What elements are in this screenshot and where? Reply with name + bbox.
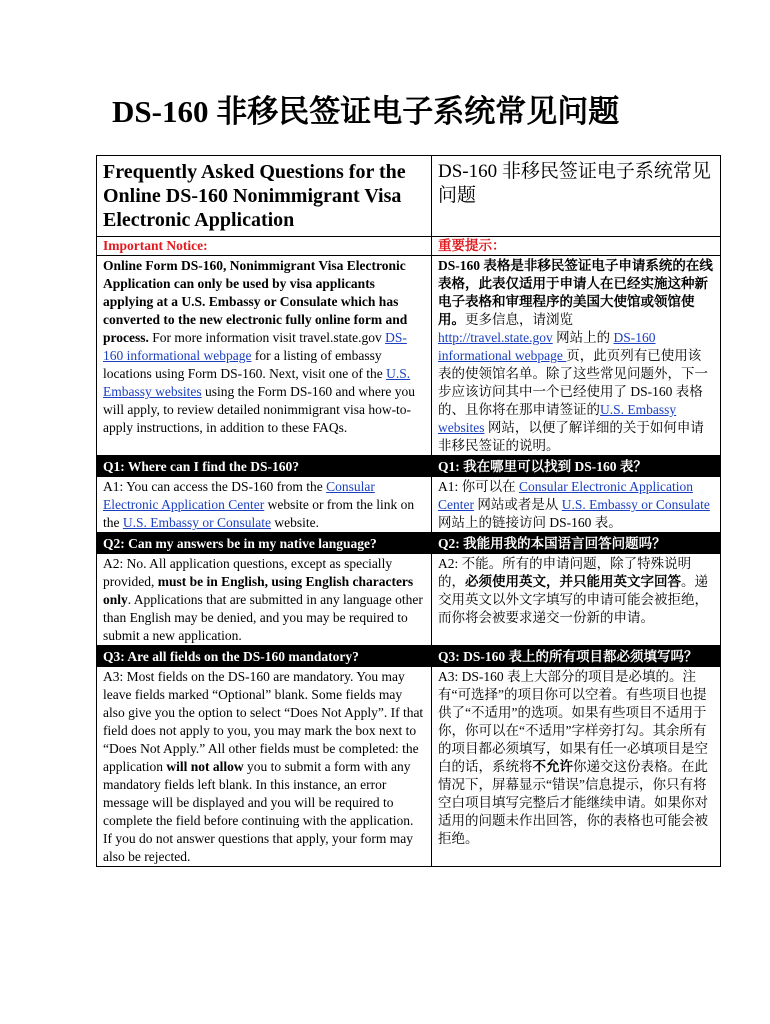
answer-text: 你递交这份表格。在此情况下，屏幕显示“错误”信息提示，你只有将空白项目填写完整后才能继续申请。如果你对适用的问题未作出回答，你的表格也可能会被拒绝。 — [438, 759, 708, 846]
question-2-zh: Q2: 我能用我的本国语言回答问题吗？ — [432, 533, 721, 554]
answer-3-en — [97, 667, 432, 867]
ceac-link[interactable]: Consular Electronic Application Center — [103, 479, 375, 512]
answer-bold: 不允许 — [532, 759, 573, 774]
answer-3-zh — [432, 667, 721, 867]
embassy-consulate-link-zh[interactable]: U.S. Embassy or Consulate — [561, 497, 710, 512]
answer-text: A1: You can access the DS-160 from the — [103, 479, 327, 494]
ceac-link-zh[interactable]: Consular Electronic Application Center — [438, 479, 693, 512]
embassy-websites-link-zh[interactable]: U.S. Embassy websites — [438, 402, 677, 435]
answer-row-3 — [97, 667, 721, 867]
travel-state-gov-link[interactable]: http://travel.state.gov — [438, 330, 553, 345]
answer-text: A1: 你可以在 — [438, 479, 519, 494]
faq-table — [96, 155, 721, 867]
answer-text: website. — [271, 515, 319, 530]
answer-1-zh — [432, 477, 721, 533]
answer-row-2 — [97, 554, 721, 646]
notice-text: 网站上的 — [552, 330, 614, 345]
answer-bold: 必须使用英文，并只能用英文字回答 — [465, 574, 681, 589]
ds160-info-link-zh[interactable]: DS-160 informational webpage — [438, 330, 656, 363]
answer-2-en — [97, 554, 432, 646]
embassy-websites-link[interactable]: U.S. Embassy websites — [103, 366, 411, 399]
answer-text: A2: 不能。所有的申请问题，除了特殊说明的， — [438, 556, 692, 589]
answer-text: . Applications that are submitted in any language other than English may be denied, and you may be required to submit a new application. — [103, 592, 423, 643]
question-2-en: Q2: Can my answers be in my native language? — [97, 533, 432, 554]
answer-text: you to submit a form with any mandatory fields left blank. In this instance, an error message will be displayed and you will be required to complete the field before continuing with the application. If you do not answer questions that apply, your form may also be rejected. — [103, 759, 414, 864]
notice-label-en: Important Notice: — [97, 237, 432, 256]
ds160-info-link[interactable]: DS-160 informational webpage — [103, 330, 407, 363]
question-1-zh: Q1: 我在哪里可以找到 DS-160 表？ — [432, 456, 721, 477]
answer-text: 。递交用英文以外文字填写的申请可能会被拒绝，而你将会被要求递交一份新的申请。 — [438, 574, 708, 625]
notice-text: 更多信息，请浏览 — [465, 312, 573, 327]
notice-label-row — [97, 237, 721, 256]
notice-bold-en: Online Form DS-160, Nonimmigrant Visa Electronic Application can only be used by visa applicants applying at a U.S. Embassy or Consulate which has converted to the new electronic fully online form and process. — [103, 258, 408, 345]
question-3-zh: Q3: DS-160 表上的所有项目都必须填写吗？ — [432, 646, 721, 667]
answer-2-zh — [432, 554, 721, 646]
answer-text: 网站上的链接访问 DS-160 表。 — [438, 515, 622, 530]
notice-bold-zh: DS-160 表格是非移民签证电子申请系统的在线表格，此表仅适用于申请人在已经实施这种新电子表格和审理程序的美国大使馆或领馆使用。 — [438, 258, 713, 327]
notice-label-zh: 重要提示： — [432, 237, 721, 256]
page-title: DS-160 非移民签证电子系统常见问题 — [112, 94, 620, 129]
question-row-1 — [97, 456, 721, 477]
question-3-en: Q3: Are all fields on the DS-160 mandatory? — [97, 646, 432, 667]
answer-bold: will not allow — [166, 759, 244, 774]
question-1-en: Q1: Where can I find the DS-160? — [97, 456, 432, 477]
header-en: Frequently Asked Questions for the Online DS-160 Nonimmigrant Visa Electronic Application — [97, 156, 432, 237]
answer-row-1 — [97, 477, 721, 533]
header-zh: DS-160 非移民签证电子系统常见问题 — [432, 156, 721, 237]
embassy-consulate-link[interactable]: U.S. Embassy or Consulate — [122, 515, 271, 530]
answer-text: A2: No. All application questions, except as specially provided, — [103, 556, 393, 589]
question-row-2 — [97, 533, 721, 554]
question-row-3 — [97, 646, 721, 667]
header-row — [97, 156, 721, 237]
answer-bold: must be in English, using English characters only — [103, 574, 414, 607]
notice-text: for a listing of embassy locations using Form DS-160. Next, visit one of the — [103, 348, 387, 381]
answer-1-en — [97, 477, 432, 533]
notice-body-zh — [432, 256, 721, 456]
answer-text: A3: DS-160 表上大部分的项目是必填的。注有“可选择”的项目你可以空着。有些项目也提供了“不适用”的选项。如果有些项目不适用于你，你可以在“不适用”字样旁打勾。其余所有的项目都必须填写，如果有任一必填项目是空白的话，系统将 — [438, 669, 708, 774]
notice-body-row — [97, 256, 721, 456]
answer-text: A3: Most fields on the DS-160 are mandatory. You may leave fields marked “Optional” blank. Some fields may also give you the option to select “Does Not Apply”. If that field does not apply to you, you may mark the box next to “Does Not Apply.” All other fields must be completed: the application — [103, 669, 424, 774]
notice-text: 网站，以便了解详细的关于如何申请非移民签证的说明。 — [438, 420, 704, 453]
notice-text: For more information visit travel.state.gov — [148, 330, 386, 345]
notice-body-en — [97, 256, 432, 456]
notice-text: using the Form DS-160 and where you will apply, to review detailed nonimmigrant visa how-to-apply instructions, in addition to these FAQs. — [103, 384, 415, 435]
answer-text: 网站或者是从 — [474, 497, 562, 512]
answer-text: website or from the link on the — [103, 497, 415, 530]
notice-text: 页，此页列有已使用该表的使领馆名单。除了这些常见问题外，下一步应该访问其中一个已经使用了 DS-160 表格的、且你将在那申请签证的 — [438, 348, 708, 417]
